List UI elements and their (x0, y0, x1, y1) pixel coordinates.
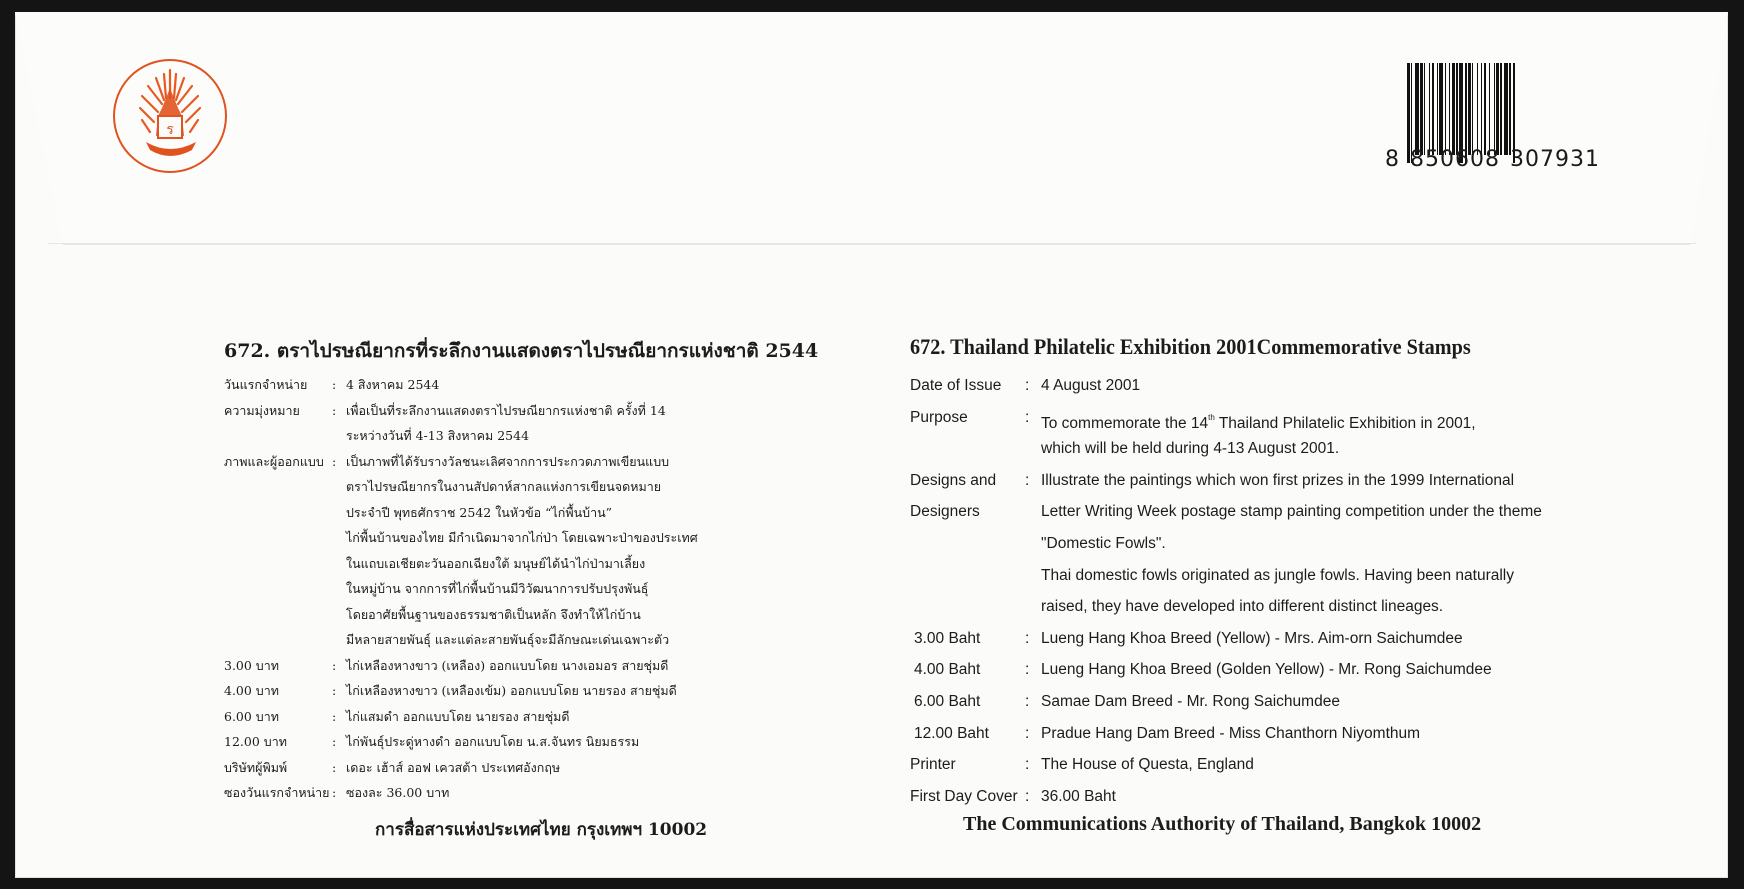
row-designs: Designs and : Illustrate the paintings which won first prizes in the 1999 International (910, 471, 1515, 489)
barcode (1385, 63, 1615, 177)
row-date-of-issue: Date of Issue : 4 August 2001 (910, 377, 1141, 394)
thai-row: ระหว่างวันที่ 4-13 สิงหาคม 2544 (346, 428, 530, 443)
thai-rows (224, 372, 824, 806)
cat-emblem-logo-icon (112, 58, 228, 174)
stamp-values (910, 623, 1550, 749)
thai-row: ในแถบเอเชียตะวันออกเฉียงใต้ มนุษย์ได้นำไก่ป่ามาเลี้ยง (346, 555, 646, 571)
row-designs-cont: Thai domestic fowls originated as jungle fowls. Having been naturally (1041, 566, 1514, 584)
thai-row: ความมุ่งหมาย : เพื่อเป็นที่ระลึกงานแสดงตราไปรษณียากรแห่งชาติ ครั้งที่ 14 (224, 402, 666, 418)
thai-row: 12.00 บาท : ไก่พันธุ์ประดู่หางดำ ออกแบบโดย น.ส.จันทร นิยมธรรม (224, 734, 640, 749)
thai-row: ไก่พื้นบ้านของไทย มีกำเนิดมาจากไก่ป่า โดยเฉพาะป่าของประเทศ (346, 530, 698, 545)
stamp-row: 4.00 Baht : Lueng Hang Khoa Breed (Golden Yellow) - Mr. Rong Saichumdee (914, 661, 1492, 679)
thai-row: ภาพและผู้ออกแบบ : เป็นภาพที่ได้รับรางวัลชนะเลิศจากการประกวดภาพเขียนแบบ (224, 453, 670, 469)
thai-row: ในหมู่บ้าน จากการที่ไก่พื้นบ้านมีวิวัฒนาการปรับปรุงพันธุ์ (346, 581, 649, 596)
thai-row: 3.00 บาท : ไก่เหลืองหางขาว (เหลือง) ออกแบบโดย นางเอมอร สายชุ่มดี (224, 657, 669, 673)
row-designs-cont: "Domestic Fowls". (1041, 534, 1166, 552)
english-title: 672. Thailand Philatelic Exhibition 2001Commemorative Stamps (910, 334, 1471, 359)
row-printer: Printer : The House of Questa, England (910, 756, 1254, 774)
thai-title: 672. ตราไปรษณียากรที่ระลึกงานแสดงตราไปรษณียากรแห่งชาติ 2544 (224, 340, 819, 362)
thai-footer: การสื่อสารแห่งประเทศไทย กรุงเทพฯ 10002 (375, 820, 708, 840)
thai-row: ซองวันแรกจำหน่าย : ซองละ 36.00 บาท (224, 785, 450, 800)
svg-text:ร: ร (166, 122, 174, 138)
thai-row: มีหลายสายพันธุ์ และแต่ละสายพันธุ์จะมีลักษณะเด่นเฉพาะตัว (346, 632, 670, 647)
english-footer: The Communications Authority of Thailand, Bangkok 10002 (963, 813, 1482, 835)
row-designers: Designers Letter Writing Week postage stamp painting competition under the theme (910, 503, 1542, 521)
thai-description (224, 336, 824, 806)
barcode-bars (1407, 63, 1607, 155)
thai-row: โดยอาศัยพื้นฐานของธรรมชาติเป็นหลัก จึงทำให้ไก่บ้าน (346, 606, 641, 622)
thai-row: บริษัทผู้พิมพ์ : เดอะ เฮ้าส์ ออฟ เควสต้า ประเทศอังกฤษ (224, 759, 561, 775)
flap-edge (48, 243, 1696, 244)
thai-row: วันแรกจำหน่าย : 4 สิงหาคม 2544 (224, 377, 440, 392)
stamp-row: 3.00 Baht : Lueng Hang Khoa Breed (Yellow) - Mrs. Aim-orn Saichumdee (914, 629, 1463, 647)
stamp-row: 12.00 Baht : Pradue Hang Dam Breed - Miss Chanthorn Niyomthum (914, 724, 1421, 742)
row-purpose-cont: which will be held during 4-13 August 2001. (1041, 440, 1340, 458)
thai-row: ตราไปรษณียากรในงานสัปดาห์สากลแห่งการเขียนจดหมาย (346, 479, 662, 494)
thai-row: 4.00 บาท : ไก่เหลืองหางขาว (เหลืองเข้ม) ออกแบบโดย นายรอง สายชุ่มดี (224, 683, 677, 698)
row-first-day-cover: First Day Cover : 36.00 Baht (910, 787, 1116, 805)
row-purpose: Purpose : To commemorate the 14th Thailand Philatelic Exhibition in 2001, (910, 408, 1476, 432)
stamp-row: 6.00 Baht : Samae Dam Breed - Mr. Rong Saichumdee (914, 692, 1340, 710)
thai-row: 6.00 บาท : ไก่แสมดำ ออกแบบโดย นายรอง สายชุ่มดี (224, 708, 570, 724)
row-designs-cont: raised, they have developed into different distinct lineages. (1041, 598, 1444, 616)
thai-row: ประจำปี พุทธศักราช 2542 ในหัวข้อ “ไก่พื้นบ้าน” (346, 504, 613, 520)
english-description (910, 334, 1550, 812)
barcode-number: 8 850608 307931 (1385, 147, 1600, 172)
